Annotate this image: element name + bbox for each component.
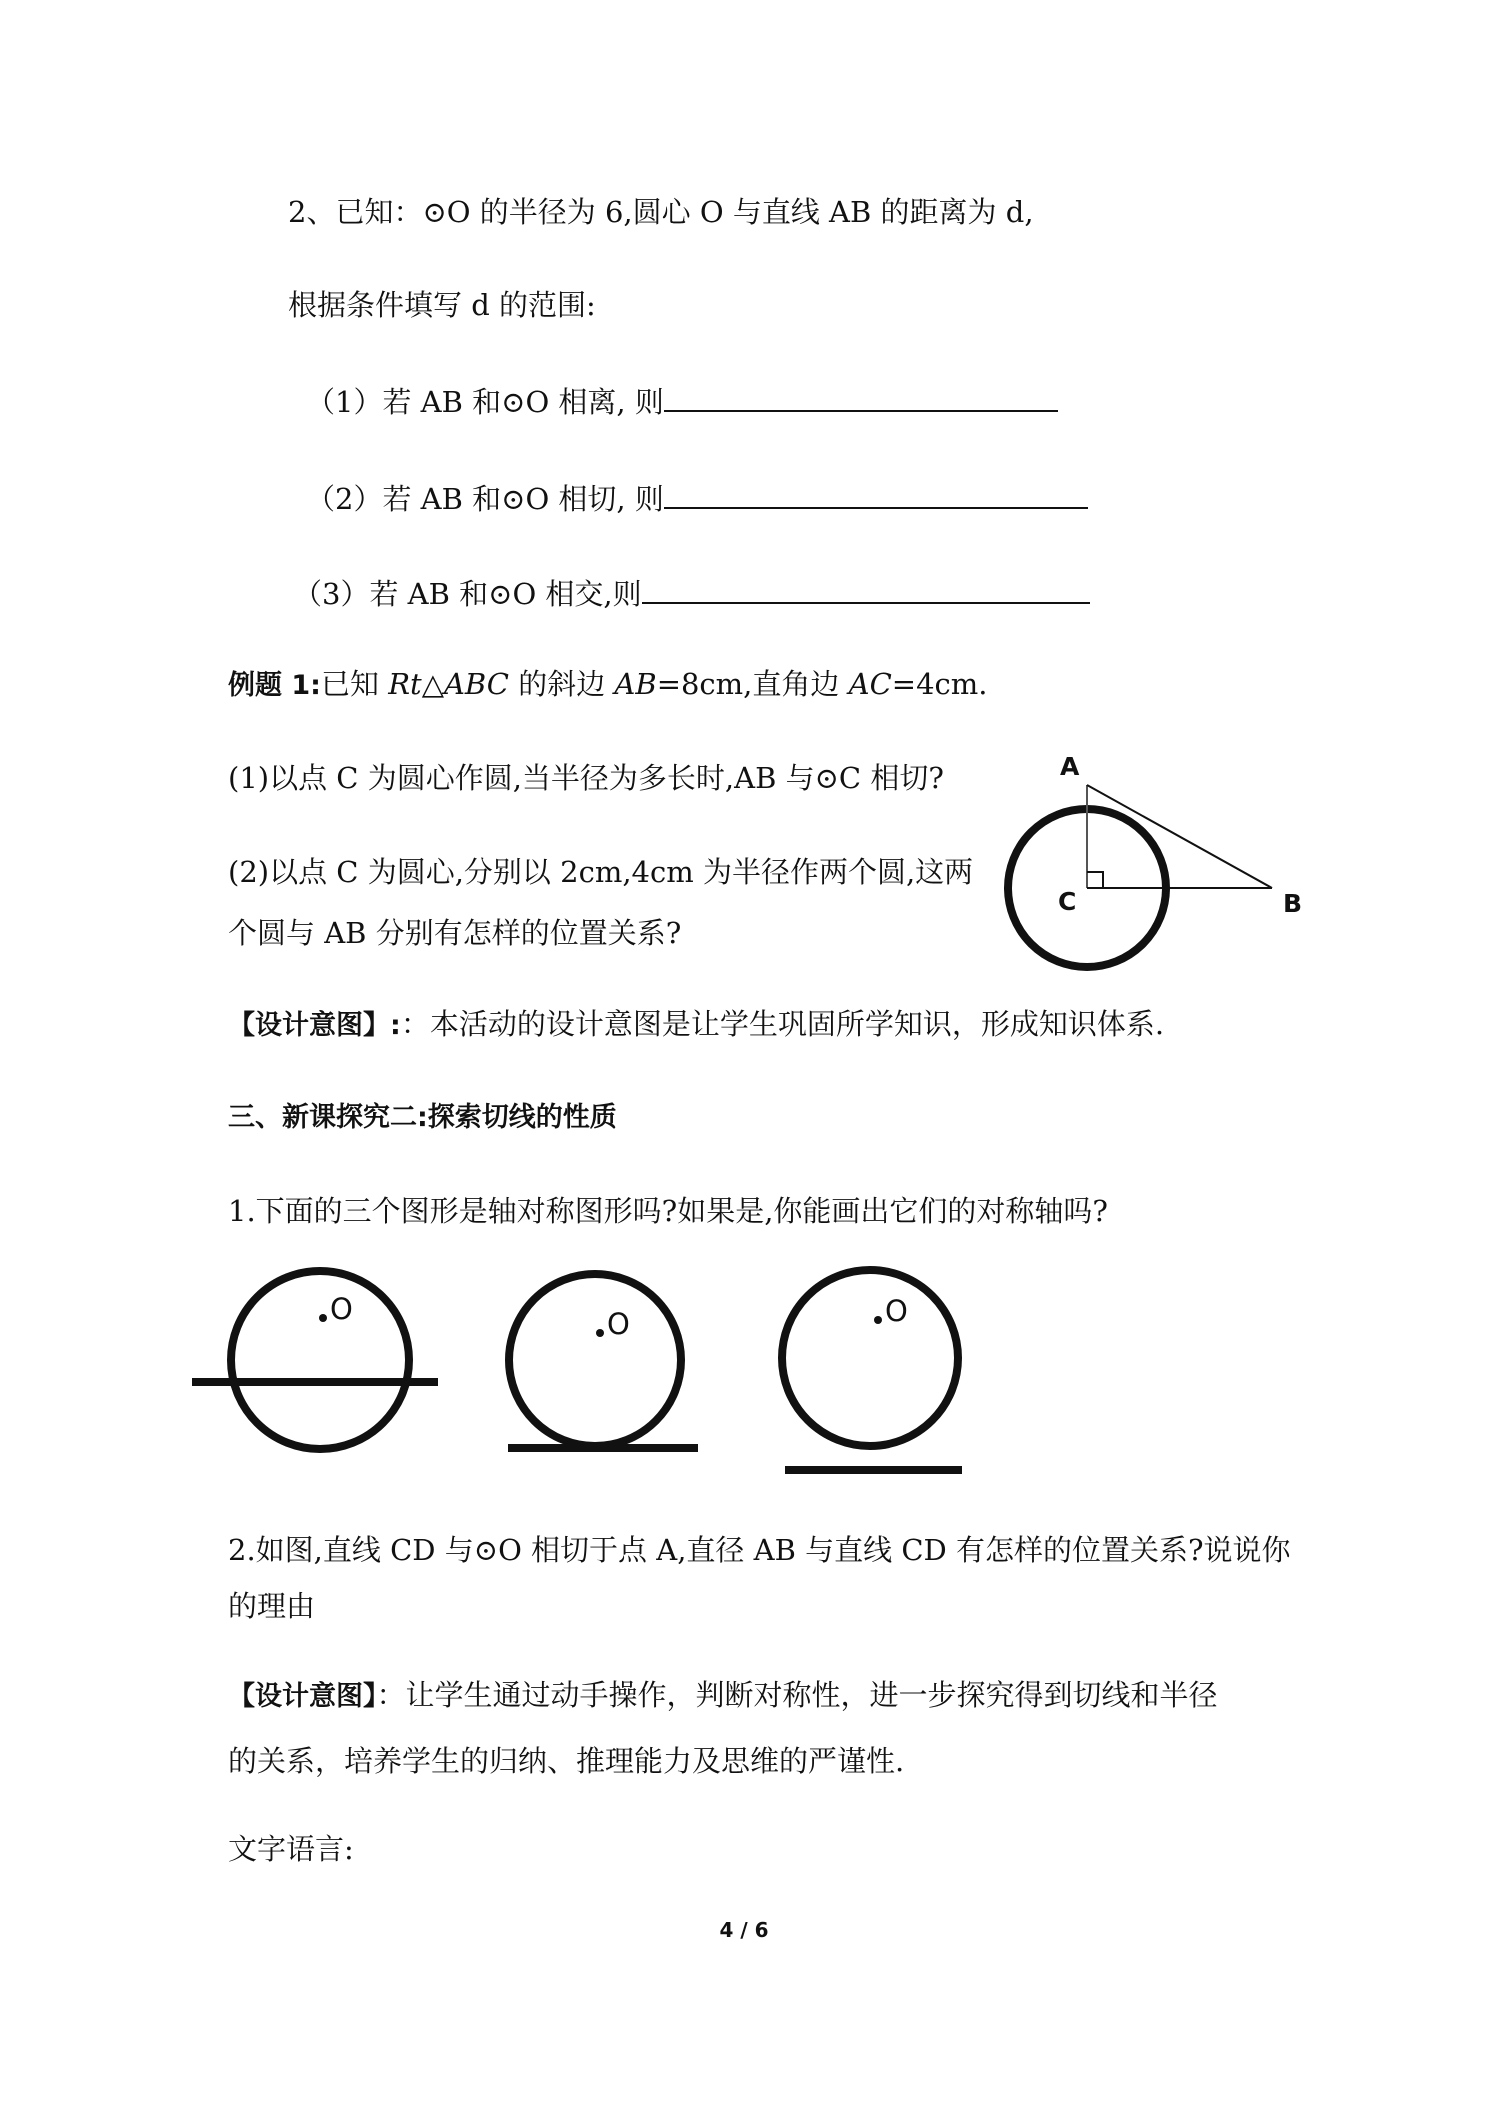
design-intent-2-line2: 的关系，培养学生的归纳、推理能力及思维的严谨性. <box>228 1744 905 1778</box>
figure-separate <box>782 1270 962 1470</box>
circle-o <box>231 1271 409 1449</box>
example1-q2-line2: 个圆与 AB 分别有怎样的位置关系? <box>228 916 682 950</box>
q2-line2: 根据条件填写 d 的范围: <box>288 288 596 322</box>
q2-item-1-text: （1）若 AB 和⊙O 相离, 则 <box>306 385 664 419</box>
example1-label: 例题 1: <box>228 670 321 701</box>
example1-q2-line1: (2)以点 C 为圆心,分别以 2cm,4cm 为半径作两个圆,这两 <box>228 855 974 889</box>
symmetry-question: 1.下面的三个图形是轴对称图形吗?如果是,你能画出它们的对称轴吗? <box>228 1194 1108 1228</box>
example1-triangle: Rt△ABC <box>388 667 509 701</box>
center-label: O <box>885 1294 908 1328</box>
center-label: O <box>607 1307 630 1341</box>
example1-ac: AC <box>848 667 892 701</box>
point-c-label: C <box>1058 887 1077 916</box>
center-dot <box>319 1314 327 1322</box>
center-dot <box>596 1329 604 1337</box>
q2-line1: 2、已知：⊙O 的半径为 6,圆心 O 与直线 AB 的距离为 d, <box>288 195 1034 229</box>
symmetry-figures <box>180 1255 1180 1485</box>
design-intent-2-text: ：让学生通过动手操作，判断对称性，进一步探究得到切线和半径 <box>376 1678 1218 1712</box>
design-intent-1-label: 【设计意图】: <box>228 1010 401 1041</box>
example1-text: =4cm. <box>891 667 988 701</box>
q2-item-1 <box>306 380 1058 422</box>
example1-figure <box>1000 750 1303 980</box>
point-a-label: A <box>1060 752 1080 781</box>
example1-text: 的斜边 <box>508 667 615 701</box>
example1-statement <box>228 664 987 706</box>
figure-tangent <box>508 1274 698 1448</box>
text-language-label: 文字语言: <box>228 1832 354 1866</box>
example1-q1: (1)以点 C 为圆心作圆,当半径为多长时,AB 与⊙C 相切? <box>228 761 944 795</box>
example1-text: 已知 <box>320 667 389 701</box>
right-angle-mark <box>1087 872 1103 888</box>
example1-ab: AB <box>614 667 657 701</box>
design-intent-1-text: ：本活动的设计意图是让学生巩固所学知识，形成知识体系. <box>400 1007 1165 1041</box>
q2-item-2-text: （2）若 AB 和⊙O 相切, 则 <box>306 482 664 516</box>
point-b-label: B <box>1283 889 1303 918</box>
design-intent-1 <box>228 1004 1164 1046</box>
tangent-question-line2: 的理由 <box>228 1589 316 1623</box>
q2-item-3-text: （3）若 AB 和⊙O 相交,则 <box>293 577 642 611</box>
circle-o <box>782 1270 958 1446</box>
answer-blank <box>664 380 1058 412</box>
center-dot <box>874 1316 882 1324</box>
segment-ab <box>1087 785 1272 888</box>
section-3-heading: 三、新课探究二:探索切线的性质 <box>228 1102 617 1133</box>
answer-blank <box>664 477 1088 509</box>
circle-o <box>509 1274 681 1446</box>
tangent-question-line1: 2.如图,直线 CD 与⊙O 相切于点 A,直径 AB 与直线 CD 有怎样的位置关系?说说你 <box>228 1533 1291 1567</box>
figure-secant <box>192 1271 438 1449</box>
q2-item-2 <box>306 477 1088 519</box>
example1-text: =8cm,直角边 <box>656 667 849 701</box>
design-intent-2-label: 【设计意图】 <box>228 1681 377 1712</box>
center-label: O <box>330 1292 353 1326</box>
page-number: 4 / 6 <box>719 1918 769 1942</box>
answer-blank <box>642 572 1090 604</box>
design-intent-2 <box>228 1675 1218 1717</box>
q2-item-3 <box>293 572 1090 614</box>
